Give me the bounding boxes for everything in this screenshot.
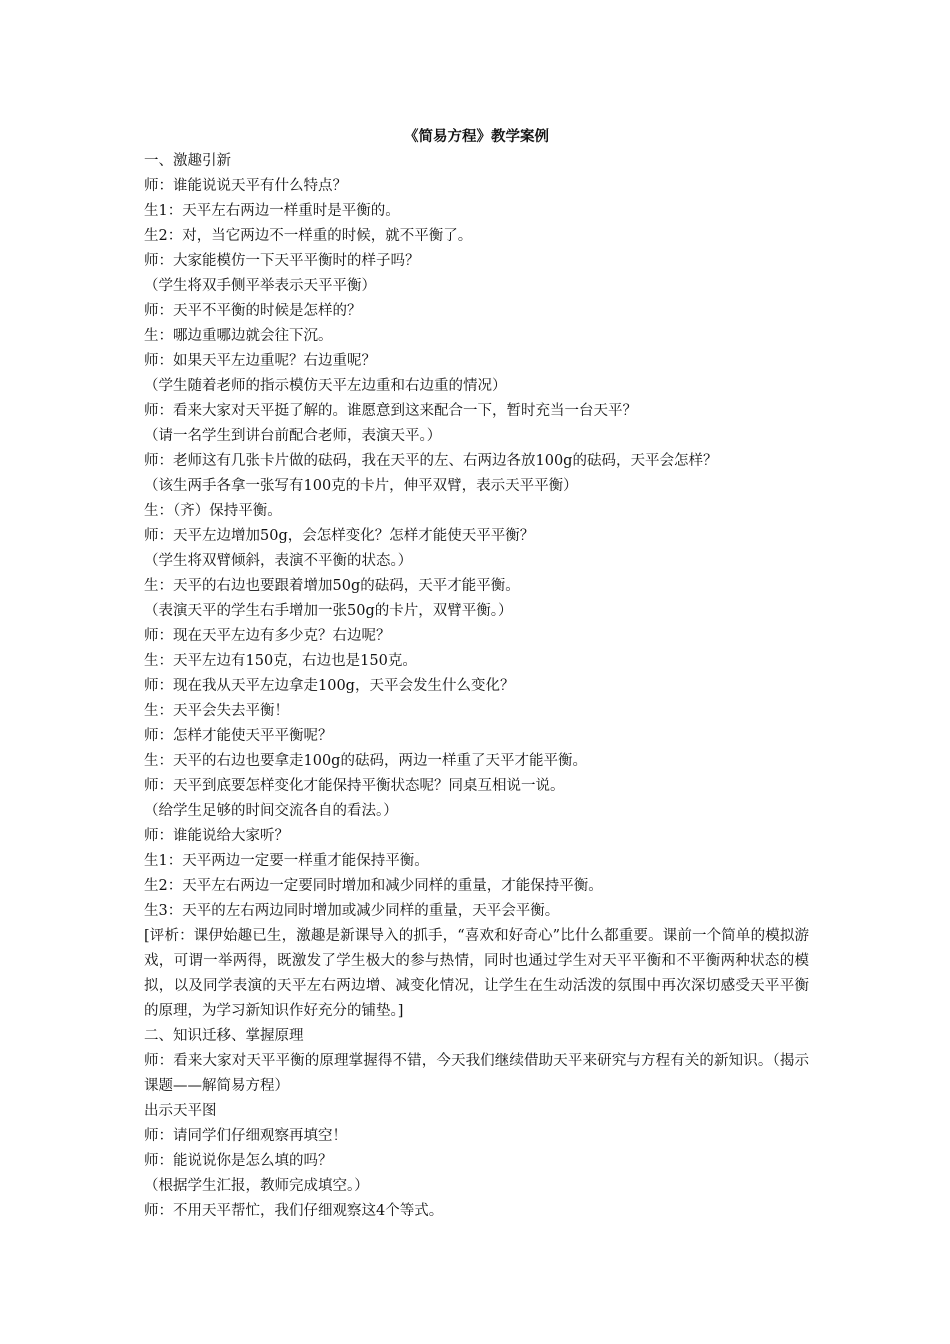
document-title: 《简易方程》教学案例 [404,128,549,145]
paragraph: （学生将双臂倾斜，表演不平衡的状态。） [144,553,413,569]
paragraph: 出示天平图 [144,1103,217,1119]
paragraph: 二、知识迁移、掌握原理 [144,1028,304,1044]
paragraph: 生1：天平两边一定要一样重才能保持平衡。 [144,853,429,869]
paragraph: 师：谁能说给大家听？ [144,828,289,844]
paragraph: 师：能说说你是怎么填的吗？ [144,1153,333,1169]
paragraph: 生：哪边重哪边就会往下沉。 [144,328,333,344]
paragraph: 师：老师这有几张卡片做的砝码，我在天平的左、右两边各放100g的砝码，天平会怎样？ [144,453,718,469]
paragraph: 一、激趣引新 [144,153,231,169]
paragraph: 生：（齐）保持平衡。 [144,503,282,519]
paragraph: 生3：天平的左右两边同时增加或减少同样的重量，天平会平衡。 [144,903,560,919]
paragraph: 生：天平的右边也要跟着增加50g的砝码，天平才能平衡。 [144,578,520,594]
paragraph: 师：大家能模仿一下天平平衡时的样子吗？ [144,253,420,269]
paragraph: 师：天平不平衡的时候是怎样的？ [144,303,362,319]
paragraph: 师：如果天平左边重呢？右边重呢？ [144,353,376,369]
paragraph: 师：谁能说说天平有什么特点？ [144,178,347,194]
paragraph: （根据学生汇报，教师完成填空。） [144,1178,369,1194]
paragraph: 师：看来大家对天平挺了解的。谁愿意到这来配合一下，暂时充当一台天平？ [144,403,637,419]
paragraph-list [144,149,809,1224]
paragraph: 生2：天平左右两边一定要同时增加和减少同样的重量，才能保持平衡。 [144,878,603,894]
paragraph: 师：怎样才能使天平平衡呢？ [144,728,333,744]
paragraph: 生：天平的右边也要拿走100g的砝码，两边一样重了天平才能平衡。 [144,753,587,769]
paragraph: 师：现在我从天平左边拿走100g，天平会发生什么变化？ [144,678,515,694]
paragraph: 生：天平会失去平衡！ [144,703,289,719]
paragraph: 生2：对，当它两边不一样重的时候，就不平衡了。 [144,228,473,244]
paragraph: 生1：天平左右两边一样重时是平衡的。 [144,203,400,219]
paragraph: （表演天平的学生右手增加一张50g的卡片，双臂平衡。） [144,603,513,619]
paragraph: 师：天平到底要怎样变化才能保持平衡状态呢？同桌互相说一说。 [144,778,565,794]
paragraph: 师：天平左边增加50g，会怎样变化？怎样才能使天平平衡？ [144,528,535,544]
document-body [144,124,809,1224]
paragraph: （学生随着老师的指示模仿天平左边重和右边重的情况） [144,378,507,394]
paragraph: （给学生足够的时间交流各自的看法。） [144,803,398,819]
paragraph: 师：不用天平帮忙，我们仔细观察这4个等式。 [144,1203,444,1219]
paragraph: （学生将双手侧平举表示天平平衡） [144,278,376,294]
paragraph: 师：请同学们仔细观察再填空！ [144,1128,347,1144]
paragraph: （请一名学生到讲台前配合老师，表演天平。） [144,428,442,444]
paragraph: 生：天平左边有150克，右边也是150克。 [144,653,417,669]
paragraph: 师：看来大家对天平平衡的原理掌握得不错，今天我们继续借助天平来研究与方程有关的新知识。（揭示课题——解简易方程） [144,1053,809,1094]
paragraph: 师：现在天平左边有多少克？右边呢？ [144,628,391,644]
paragraph: （该生两手各拿一张写有100克的卡片，伸平双臂，表示天平平衡） [144,478,578,494]
paragraph: [评析：课伊始趣已生，激趣是新课导入的抓手，“喜欢和好奇心”比什么都重要。课前一个简单的模拟游戏，可谓一举两得，既激发了学生极大的参与热情，同时也通过学生对天平平衡和不平衡两种状态的模拟，以及同学表演的天平左右两边增、减变化情况，让学生在生动活泼的氛围中再次深切感受天平平衡的原理，为学习新知识作好充分的铺垫。] [144,928,809,1019]
